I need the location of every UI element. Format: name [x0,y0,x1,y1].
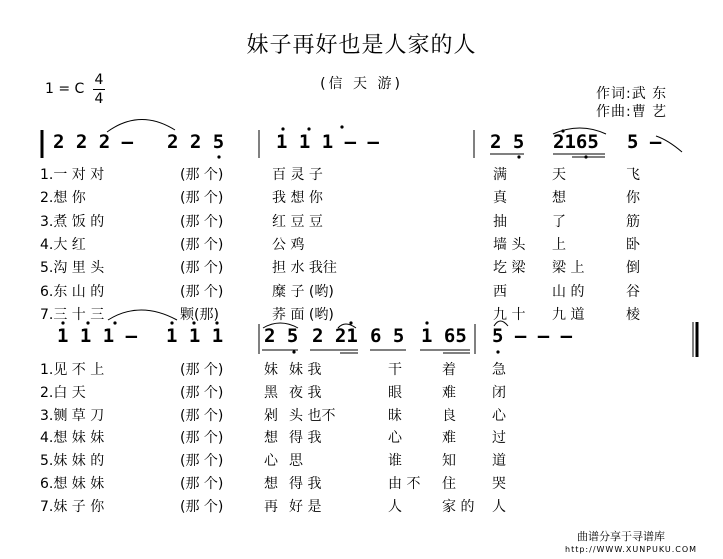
note-group: 5 – [627,131,662,153]
lyric-cell: (那 个) [180,430,224,447]
lyric-cell: 夜 我 [289,384,322,401]
lyric-cell: 九 十 [493,306,526,323]
lyric-cell: 5.妹 妹 的 [40,453,105,470]
lyric-cell: 担 水 我往 [272,260,337,277]
lyric-cell: (那 个) [180,260,224,277]
lyric-cell: 难 [442,384,456,401]
lyric-cell: 想 [264,476,278,492]
note-group: 6 5 [370,325,405,347]
lyric-cell: (那 个) [180,167,224,183]
lyric-cell: 急 [492,362,506,378]
lyric-cell: 你 [626,190,640,207]
octave-dot-low [217,155,220,158]
lyric-cell: 良 [442,407,456,424]
lyric-cell: 头 也不 [289,407,336,424]
lyric-cell: 满 [493,167,507,183]
lyric-cell: 7.妹 子 你 [40,498,105,515]
lyric-cell: 5.沟 里 头 [40,260,105,277]
octave-dot [340,125,343,128]
watermark-text: 曲谱分享于寻谱库 [577,530,665,543]
lyric-cell: 荞 面 (哟) [272,306,334,323]
note-group: 1 1 1 – [57,325,138,347]
lyric-cell: 抽 [493,213,507,230]
octave-dot-low [496,350,499,353]
lyric-cell: 1.一 对 对 [40,167,105,183]
lyric-cell: 难 [442,430,456,447]
octave-dot-low [292,350,295,353]
watermark-url: http://WWW.XUNPUKU.COM [565,545,698,554]
note-group: 2 21 [312,325,358,347]
lyric-cell: 知 [442,453,456,470]
lyric-cell: 九 道 [552,306,585,323]
lyric-cell: 着 [442,362,456,378]
lyric-cell: 人 [492,498,506,515]
lyric-cell: 昧 [388,407,402,424]
lyric-cell: 过 [492,430,506,447]
lyricist: 作词:武 东 [596,86,668,102]
lyric-cell: 天 [552,167,566,183]
lyric-cell: 了 [552,213,566,230]
lyric-cell: 倒 [626,260,640,277]
note-group: 2 5 [490,131,525,153]
lyric-cell: 4.大 红 [40,236,86,253]
lyric-cell: 真 [493,190,507,207]
note-group: 2 2 2 – [53,131,134,153]
lyric-cell: 7.三 十 三 [40,306,105,323]
lyric-cell: 1.见 不 上 [40,362,105,378]
octave-dot-low [517,155,520,158]
lyric-cell: 3.煮 饭 的 [40,213,105,230]
lyric-cell: (那 个) [180,213,224,230]
lyric-cell: 心 [388,430,402,447]
lyric-cell: 山 的 [552,283,585,300]
lyric-cell: 闭 [492,384,506,401]
lyric-cell: 得 我 [289,430,322,447]
note-group: 2165 [553,131,599,153]
lyric-cell: 妹 我 [289,362,322,378]
lyric-cell: (那 个) [180,453,224,470]
lyric-cell: 心 [264,453,278,470]
composer: 作曲:曹 艺 [596,104,668,120]
lyric-cell: 2.白 天 [40,384,86,401]
song-title: 妹子再好也是人家的人 [246,33,477,58]
lyric-cell: (那 个) [180,362,224,378]
lyric-cell: 好 是 [289,498,322,515]
lyric-cell: 筋 [626,213,640,230]
lyric-cell: 道 [492,453,506,470]
lyric-cell: 哭 [492,476,506,492]
lyric-cell: (那 个) [180,190,224,207]
key-signature: 1 = C [45,81,85,97]
lyric-cell: 心 [492,407,506,424]
lyric-cell: 棱 [626,306,640,323]
lyric-cell: 西 [493,283,507,300]
lyric-cell: 妹 [264,362,278,378]
lyric-cell: 干 [388,362,402,378]
lyric-cell: 糜 子 (哟) [272,283,334,300]
lyric-cell: (那 个) [180,236,224,253]
meter-bottom: 4 [94,91,104,107]
lyric-cell: 想 [552,190,566,207]
lyric-cell: 3.铡 草 刀 [40,407,105,424]
lyric-cell: 百 灵 子 [272,167,323,183]
lyric-cell: 黑 [264,384,278,401]
lyric-cell: 红 豆 豆 [272,213,323,230]
meter-top: 4 [94,72,104,88]
lyric-cell: 6.东 山 的 [40,283,105,300]
note-group: 5 – – – [492,325,573,347]
lyric-cell: 4.想 妹 妹 [40,430,105,447]
lyric-cell: 再 [264,498,278,515]
lyric-cell: 2.想 你 [40,190,86,207]
note-group: 1 65 [421,325,467,347]
slur [108,310,177,320]
lyric-cell: 得 我 [289,476,322,492]
lyric-cell: 上 [552,236,566,253]
lyric-cell: 想 [264,430,278,447]
note-group: 1 1 1 [166,325,224,347]
lyric-cell: 人 [388,498,402,515]
lyric-cell: 剁 [264,407,278,424]
lyric-cell: 梁 上 [552,260,585,277]
song-subtitle: (信 天 游) [320,76,403,92]
note-group: 1 1 1 – – [276,131,379,153]
lyric-cell: 家 的 [442,498,475,515]
lyric-cell: 思 [289,453,303,470]
lyric-cell: (那 个) [180,384,224,401]
lyric-cell: (那 个) [180,283,224,300]
lyric-cell: 6.想 妹 妹 [40,476,105,492]
lyric-cell: 由 不 [388,476,421,492]
lyric-cell: 墙 头 [493,236,526,253]
note-group: 2 5 [264,325,299,347]
lyric-cell: 眼 [388,384,402,401]
lyric-cell: 公 鸡 [272,236,305,253]
lyric-cell: 谁 [388,453,402,470]
lyric-cell: (那 个) [180,476,224,492]
lyric-cell: 飞 [626,167,640,183]
lyric-cell: 我 想 你 [272,190,323,207]
lyric-cell: 圪 梁 [493,260,526,277]
lyric-cell: (那 个) [180,407,224,424]
lyric-cell: (那 个) [180,498,224,515]
lyric-cell: 谷 [626,283,640,300]
lyric-cell: 卧 [626,236,640,253]
note-group: 2 2 5 [167,131,225,153]
lyric-cell: 住 [442,476,456,492]
lyric-cell: 颗(那) [180,306,219,323]
